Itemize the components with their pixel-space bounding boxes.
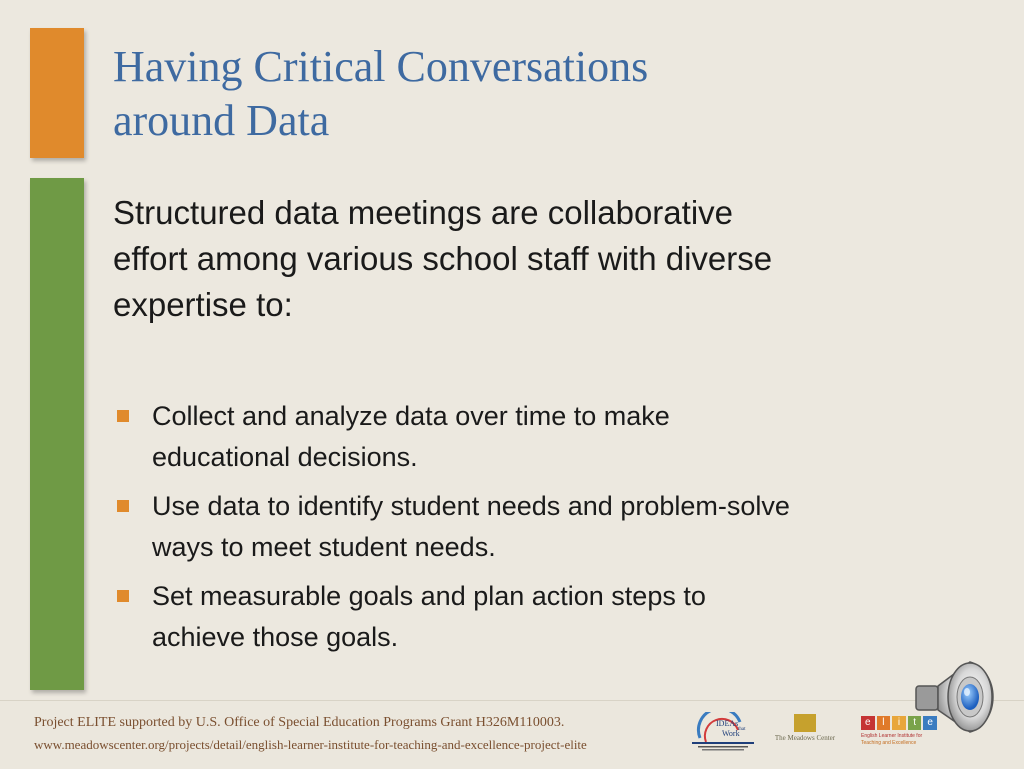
ideas-work: Work (722, 729, 740, 738)
bullet-list (113, 396, 973, 666)
elite-letter: t (908, 716, 922, 730)
bullet-item (113, 576, 973, 658)
bullet-text-line-2: educational decisions. (152, 442, 418, 472)
square-bullet-icon (117, 590, 129, 602)
meadows-name: The Meadows Center (774, 734, 836, 742)
bullet-item (113, 396, 973, 478)
ideas-logo-icon (692, 712, 754, 752)
bullet-text-line-1: Collect and analyze data over time to make (152, 401, 670, 431)
footer-url-line: www.meadowscenter.org/projects/detail/english-learner-institute-for-teaching-and-excellence-project-elite (34, 737, 587, 752)
elite-letter: i (892, 716, 906, 730)
elite-subtitle-1: English Learner Institute for (861, 733, 923, 739)
meadows-subtitle-rule (766, 742, 844, 747)
elite-subtitle-2: Teaching and Excellence (861, 740, 917, 746)
elite-letter: e (861, 716, 875, 730)
square-bullet-icon (117, 410, 129, 422)
bullet-text-line-2: ways to meet student needs. (152, 532, 496, 562)
intro-line-3: expertise to: (113, 286, 293, 323)
speaker-icon[interactable] (912, 656, 1012, 736)
intro-line-1: Structured data meetings are collaborative (113, 194, 734, 231)
ideas-top: IDEAs (716, 719, 739, 728)
intro-line-2: effort among various school staff with diverse (113, 240, 773, 277)
bullet-text-line-1: Set measurable goals and plan action steps to (152, 581, 706, 611)
footer-credit (34, 712, 587, 756)
ideas-that-work-logo (692, 712, 754, 752)
bullet-text-line-1: Use data to identify student needs and problem-solve (152, 491, 790, 521)
elite-letter: l (877, 716, 891, 730)
meadows-center-logo (766, 714, 844, 750)
ideas-mid: that (738, 727, 746, 732)
title-line-2: around Data (113, 96, 330, 145)
slide-title (113, 40, 913, 148)
orange-accent-bar (30, 28, 84, 158)
bullet-item (113, 486, 973, 568)
title-line-1: Having Critical Conversations (113, 42, 649, 91)
footer-grant-line: Project ELITE supported by U.S. Office of Special Education Programs Grant H326M110003. (34, 715, 565, 730)
green-accent-bar (30, 178, 84, 690)
square-bullet-icon (117, 500, 129, 512)
intro-paragraph (113, 190, 933, 328)
bullet-text-line-2: achieve those goals. (152, 622, 399, 652)
elite-letter: e (923, 716, 937, 730)
meadows-m-icon (794, 714, 816, 732)
